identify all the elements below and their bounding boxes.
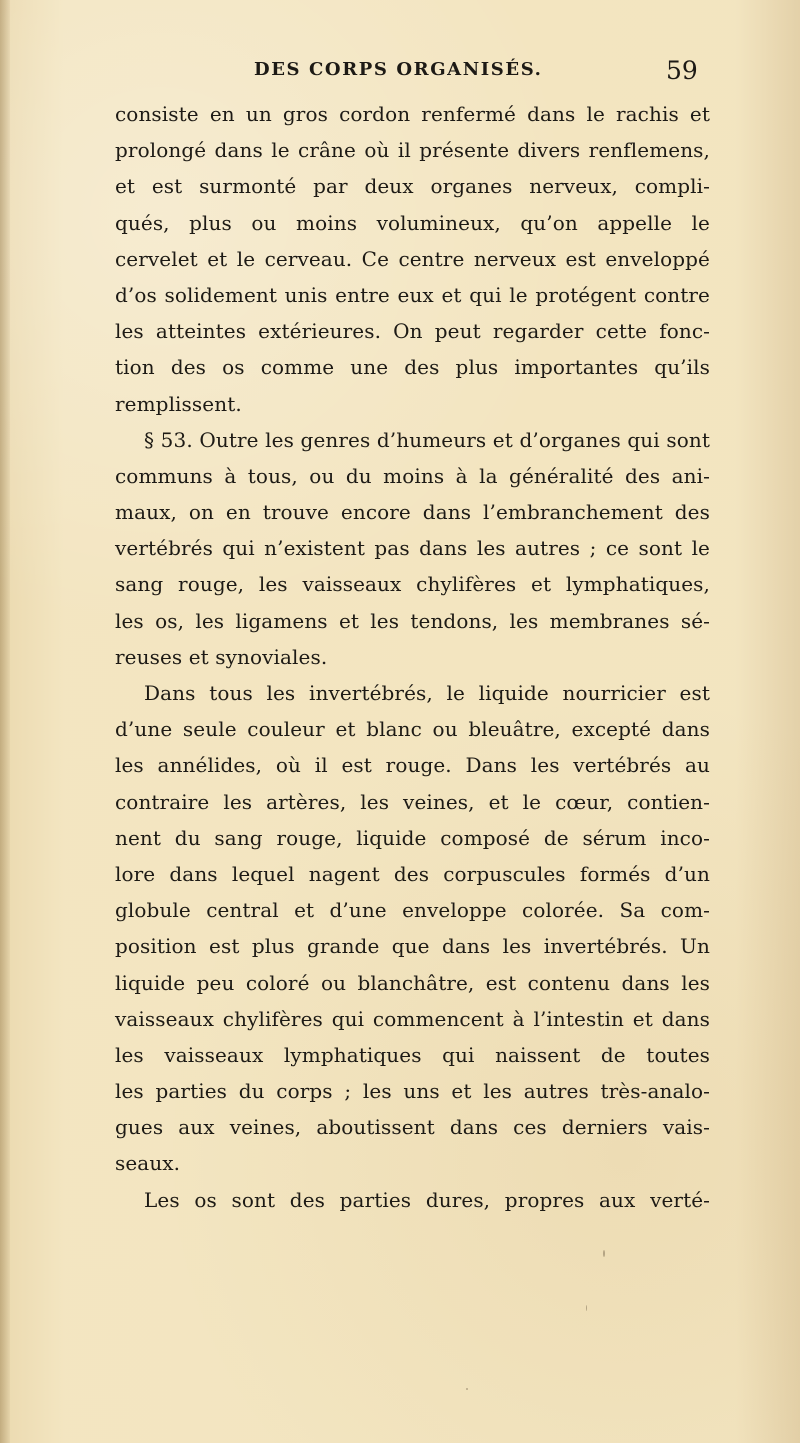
text-line: communs à tous, ou du moins à la généralité des ani- [115, 463, 710, 488]
paragraph-end-line: seaux. [115, 1151, 181, 1176]
text-line: globule central et d’une enveloppe colorée. Sa com- [115, 898, 710, 923]
text-line: les atteintes extérieures. On peut regarder cette fonc- [115, 319, 710, 344]
text-line: vertébrés qui n’existent pas dans les autres ; ce sont le [115, 536, 710, 561]
text-line: les os, les ligamens et les tendons, les membranes sé- [115, 608, 710, 633]
text-line: d’os solidement unis entre eux et qui le protégent contre [115, 282, 710, 307]
text-line: qués, plus ou moins volumineux, qu’on appelle le [115, 210, 710, 235]
paragraph-first-line: Dans tous les invertébrés, le liquide nourricier est [144, 681, 710, 705]
text-line: consiste en un gros cordon renfermé dans le rachis et [115, 102, 710, 126]
section-53-first-line: § 53. Outre les genres d’humeurs et d’organes qui sont [144, 427, 710, 452]
paragraph-first-line: Les os sont des parties dures, propres aux verté- [144, 1187, 710, 1212]
paper-speck [466, 1388, 468, 1390]
text-line: tion des os comme une des plus importantes qu’ils [115, 355, 710, 380]
text-line: vaisseaux chylifères qui commencent à l’intestin et dans [115, 1006, 710, 1031]
running-header [0, 56, 800, 87]
text-line: sang rouge, les vaisseaux chylifères et lymphatiques, [115, 572, 710, 597]
paragraph-end-line: reuses et synoviales. [115, 644, 328, 669]
text-line: prolongé dans le crâne où il présente divers renflemens, [115, 138, 710, 163]
paragraph-end-line: remplissent. [115, 391, 242, 416]
paper-speck [586, 1305, 587, 1311]
running-header-title: DES CORPS ORGANISÉS. [254, 59, 543, 80]
body-text [115, 96, 710, 1218]
text-line: position est plus grande que dans les invertébrés. Un [115, 934, 710, 959]
text-line: d’une seule couleur et blanc ou bleuâtre, excepté dans [115, 717, 710, 742]
text-line: gues aux veines, aboutissent dans ces derniers vais- [115, 1115, 710, 1140]
paper-speck [603, 1250, 605, 1257]
page-edge-shadow [0, 0, 10, 1443]
text-line: lore dans lequel nagent des corpuscules formés d’un [115, 861, 710, 886]
text-line: les annélides, où il est rouge. Dans les vertébrés au [115, 753, 710, 778]
text-line: les parties du corps ; les uns et les autres très-analo- [115, 1079, 710, 1104]
text-line: et est surmonté par deux organes nerveux, compli- [115, 174, 710, 199]
text-line: maux, on en trouve encore dans l’embranchement des [115, 500, 710, 525]
text-line: nent du sang rouge, liquide composé de sérum inco- [115, 825, 710, 850]
page-number: 59 [666, 56, 698, 85]
text-line: liquide peu coloré ou blanchâtre, est contenu dans les [115, 970, 710, 995]
text-line: contraire les artères, les veines, et le cœur, contien- [115, 789, 710, 814]
text-line: cervelet et le cerveau. Ce centre nerveux est enveloppé [115, 246, 710, 271]
text-line: les vaisseaux lymphatiques qui naissent de toutes [115, 1042, 710, 1067]
